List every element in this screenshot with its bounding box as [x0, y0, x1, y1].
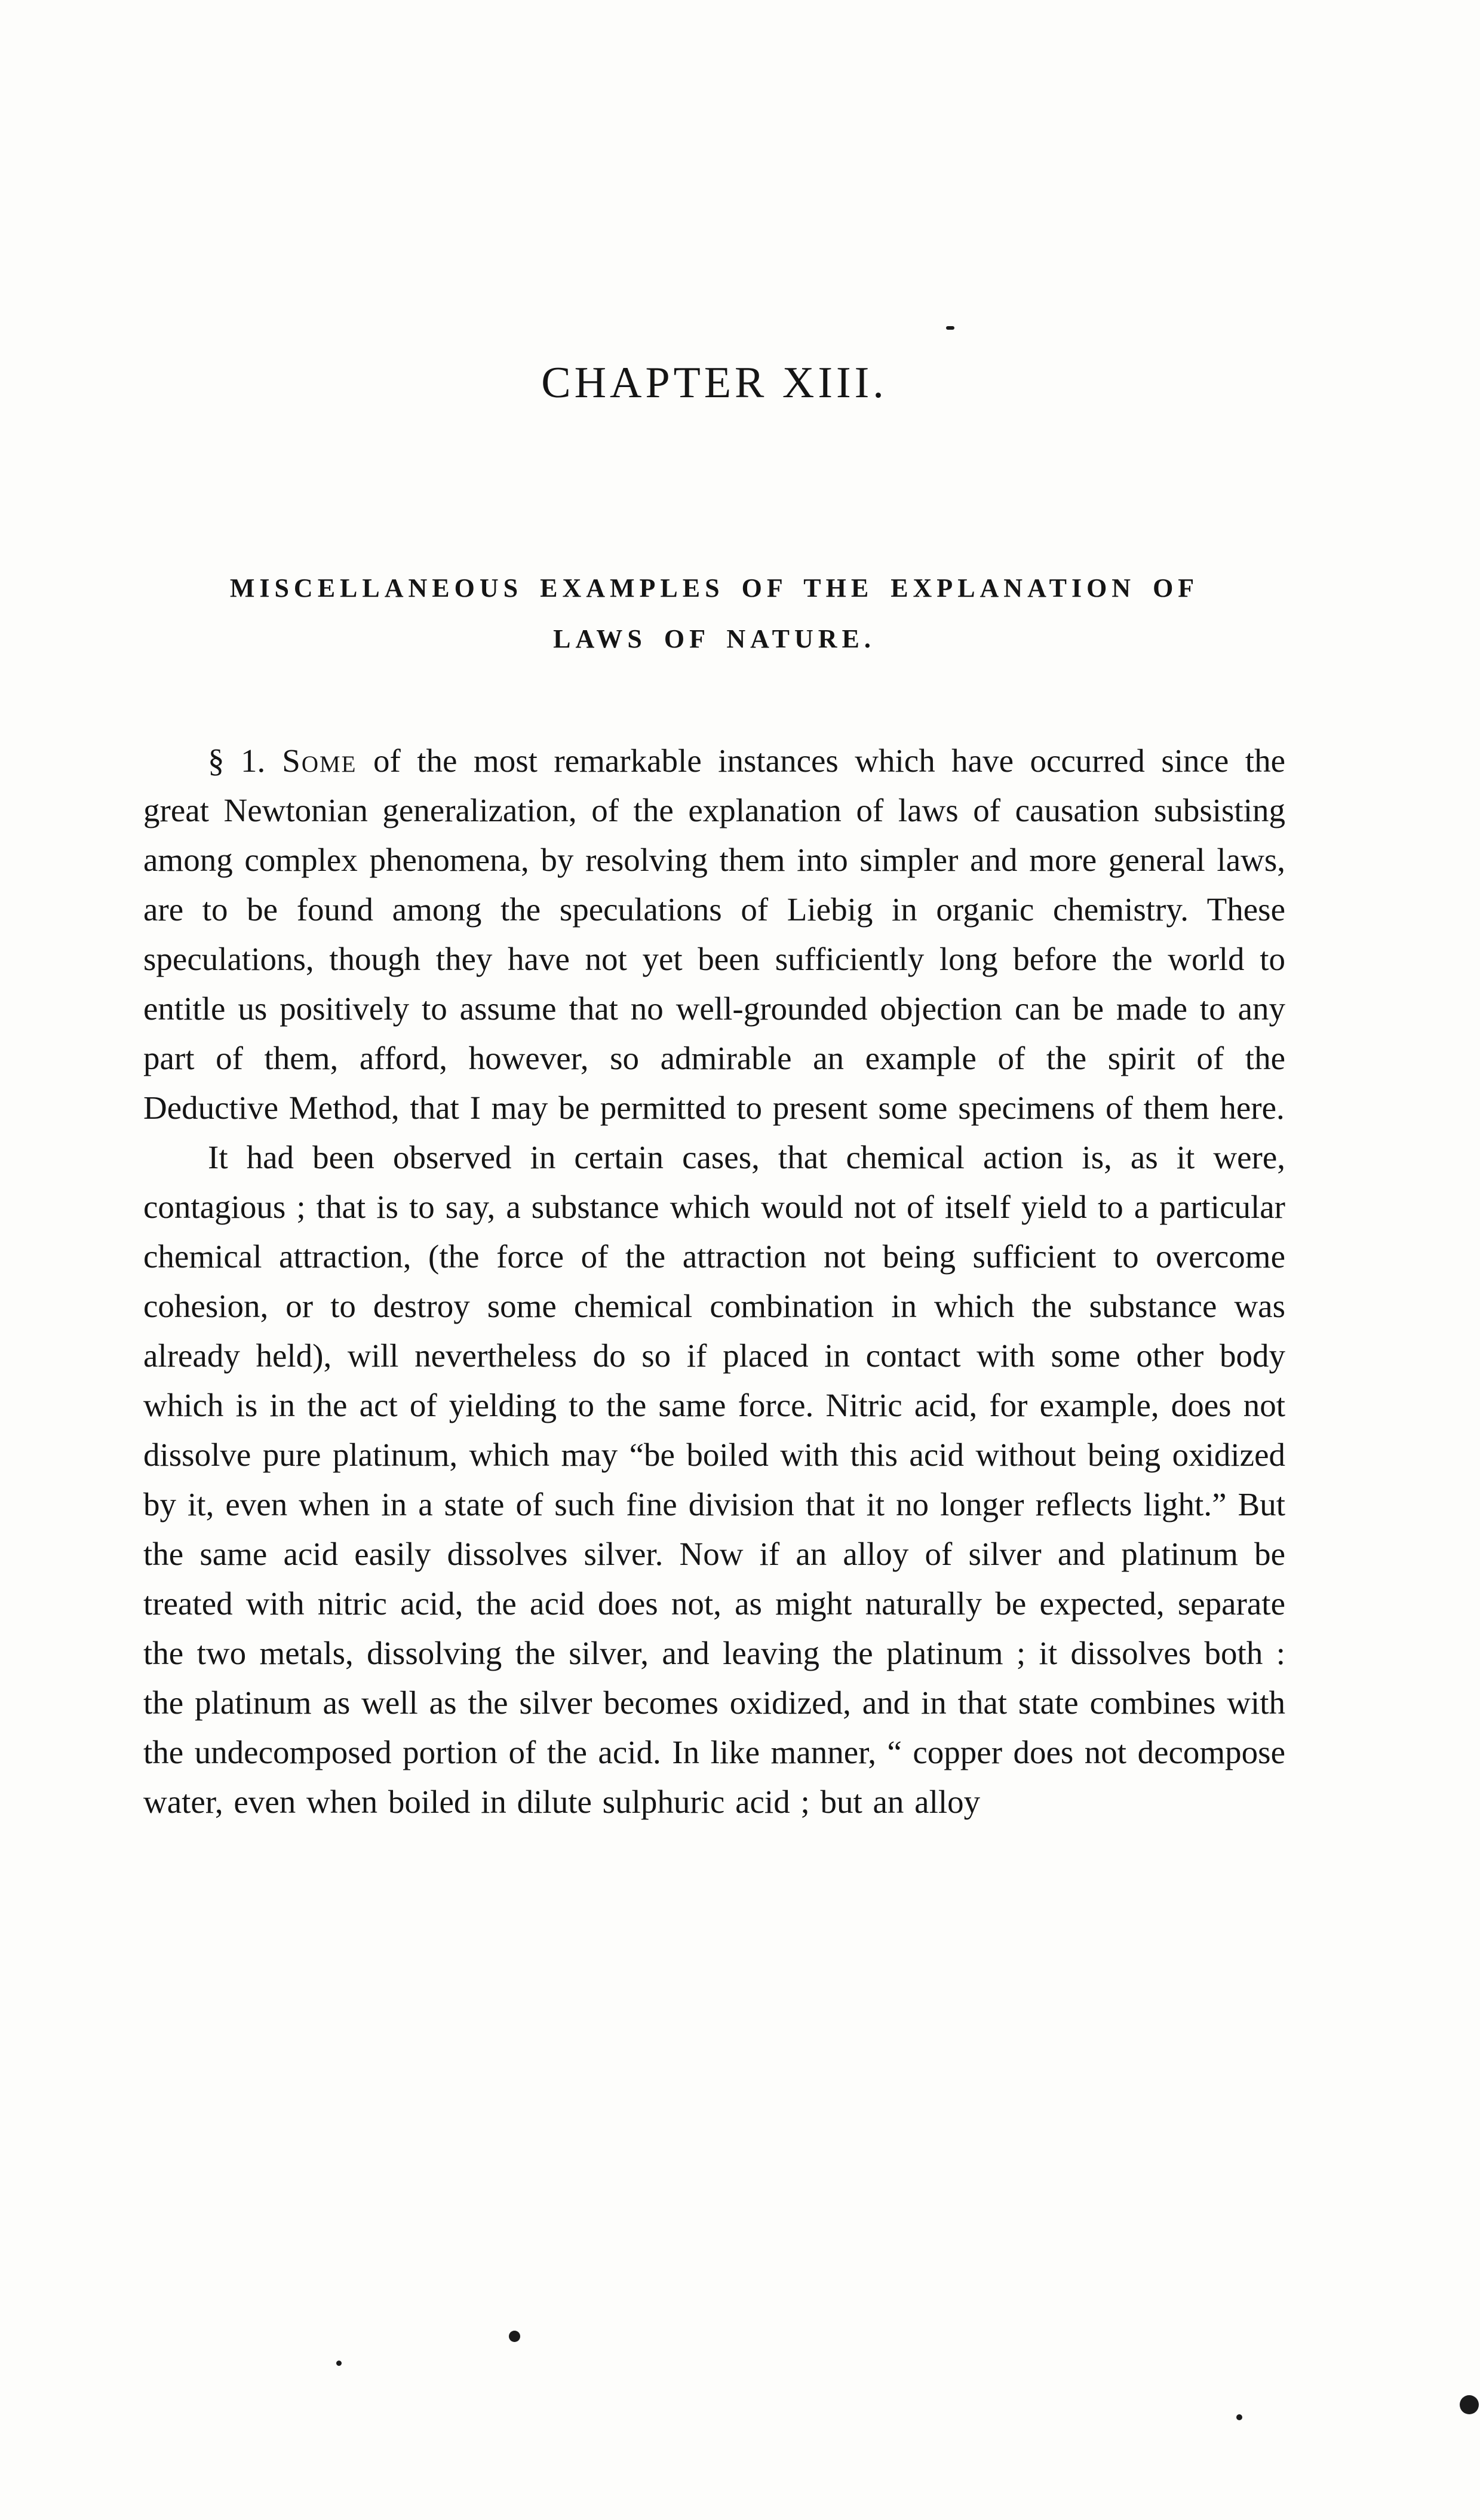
scan-speck — [1236, 2414, 1242, 2420]
paragraph-2: It had been observed in certain cases, that chemical action is, as it were, contagious ; that is to say, a substance which would not of itself yield to a particular chemical attraction, (the force of the attraction not being sufficient to overcome cohesion, or to destroy some chemical combination in which the substance was already held), will nevertheless do so if placed in contact with some other body which is in the act of yielding to the same force. Nitric acid, for example, does not dissolve pure platinum, which may “be boiled with this acid without being oxidized by it, even when in a state of such fine division that it no longer reflects light.” But the same acid easily dissolves silver. Now if an alloy of silver and platinum be treated with nitric acid, the acid does not, as might naturally be expected, separate the two metals, dissolving the silver, and leaving the platinum ; it dissolves both : the platinum as well as the silver becomes oxidized, and in that state combines with the undecomposed portion of the acid. In like manner, “ copper does not decompose water, even when boiled in dilute sulphuric acid ; but an alloy — [143, 1139, 1285, 1820]
paragraph-1-text: of the most remarkable instances which have occurred since the great Newtonian generalization, of the explanation of laws of causation subsisting among complex phenomena, by resolving them into simpler and more general laws, are to be found among the speculations of Liebig in organic chemistry. These speculations, though they have not yet been sufficiently long before the world to entitle us positively to assume that no well-grounded objection can be made to any part of them, afford, however, so admirable an example of the spirit of the Deductive Method, that I may be permitted to present some specimens of them here. — [143, 742, 1286, 1126]
lead-word: Some — [282, 742, 357, 779]
section-title-line1: MISCELLANEOUS EXAMPLES OF THE EXPLANATION OF — [229, 573, 1199, 603]
scan-speck — [509, 2331, 520, 2342]
chapter-heading: CHAPTER XIII. — [541, 358, 888, 407]
scan-speck — [1460, 2395, 1479, 2414]
paragraph-1 — [143, 736, 1285, 1132]
section-title — [143, 563, 1285, 664]
scan-speck — [336, 2361, 342, 2366]
page-content — [143, 0, 1285, 1827]
section-title-line2: LAWS OF NATURE. — [553, 624, 876, 653]
body-text — [143, 736, 1285, 1827]
section-marker: § 1. — [208, 742, 266, 779]
